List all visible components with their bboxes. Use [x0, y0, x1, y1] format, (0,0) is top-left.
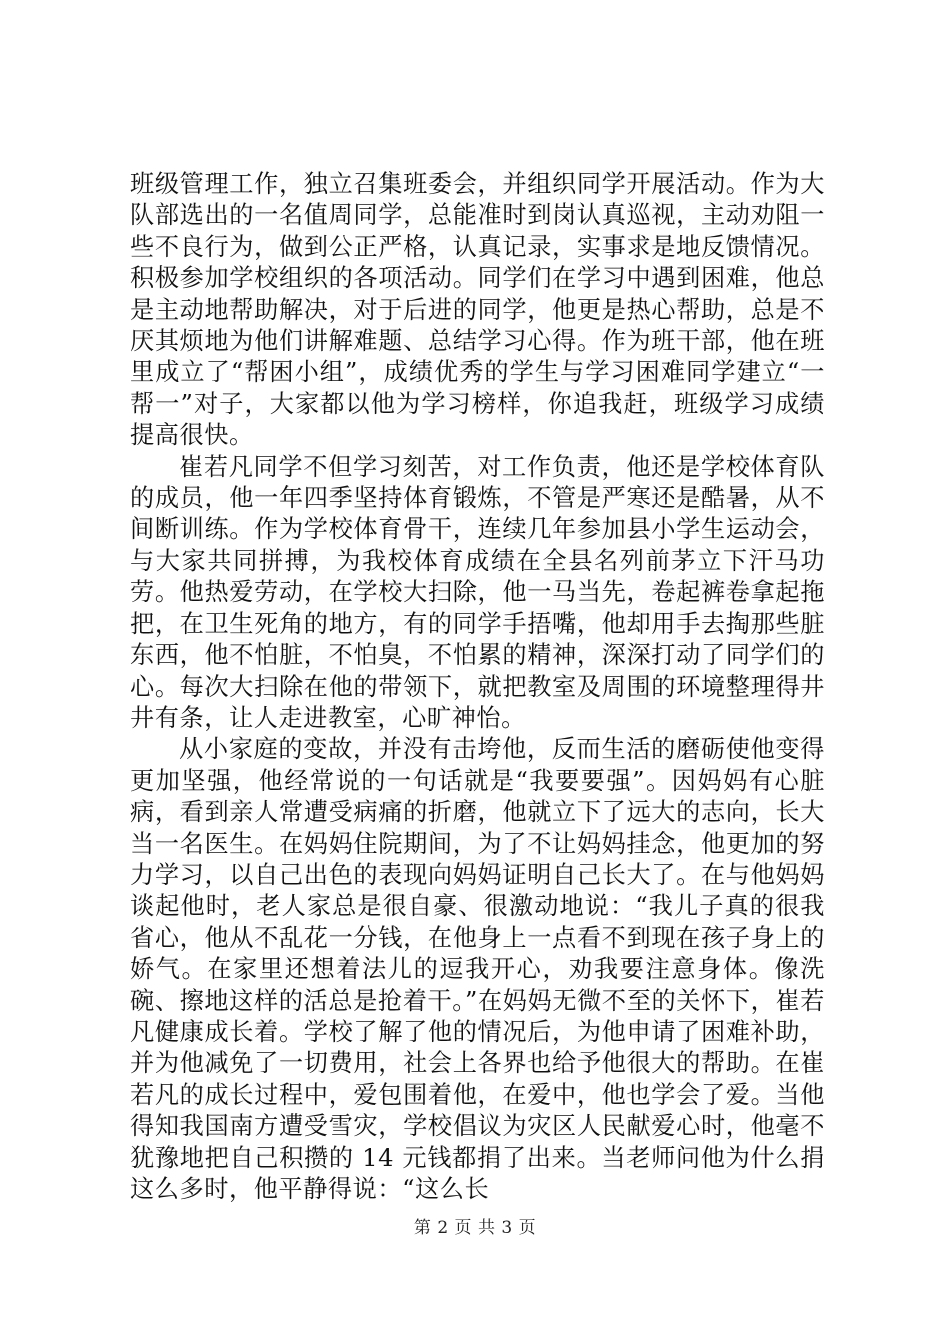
paragraph-1: 班级管理工作，独立召集班委会，并组织同学开展活动。作为大队部选出的一名值周同学，总能准时到岗认真巡视，主动劝阻一些不良行为，做到公正严格，认真记录，实事求是地反馈情况。积极参加学校组织的各项活动。同学们在学习中遇到困难，他总是主动地帮助解决，对于后进的同学，他更是热心帮助，总是不厌其烦地为他们讲解难题、总结学习心得。作为班干部，他在班里成立了“帮困小组”，成绩优秀的学生与学习困难同学建立“一帮一”对子，大家都以他为学习榜样，你追我赶，班级学习成绩提高很快。 [130, 170, 825, 450]
page-footer: 第 2 页 共 3 页 [413, 1218, 537, 1238]
paragraph-2: 崔若凡同学不但学习刻苦，对工作负责，他还是学校体育队的成员，他一年四季坚持体育锻炼，不管是严寒还是酷暑，从不间断训练。作为学校体育骨干，连续几年参加县小学生运动会，与大家共同拼搏，为我校体育成绩在全县名列前茅立下汗马功劳。他热爱劳动，在学校大扫除，他一马当先，卷起裤卷拿起拖把，在卫生死角的地方，有的同学手捂嘴，他却用手去掏那些脏东西，他不怕脏，不怕臭，不怕累的精神，深深打动了同学们的心。每次大扫除在他的带领下，就把教室及周围的环境整理得井井有条，让人走进教室，心旷神怡。 [130, 452, 825, 732]
document-body [130, 169, 825, 1205]
paragraph-3: 从小家庭的变故，并没有击垮他，反而生活的磨砺使他变得更加坚强，他经常说的一句话就是“我要要强”。因妈妈有心脏病，看到亲人常遭受病痛的折磨，他就立下了远大的志向，长大当一名医生。在妈妈住院期间，为了不让妈妈挂念，他更加的努力学习，以自己出色的表现向妈妈证明自己长大了。在与他妈妈谈起他时，老人家总是很自豪、很激动地说：“我儿子真的很我省心，他从不乱花一分钱，在他身上一点看不到现在孩子身上的娇气。在家里还想着法儿的逗我开心，劝我要注意身体。像洗碗、擦地这样的活总是抢着干。”在妈妈无微不至的关怀下，崔若凡健康成长着。学校了解了他的情况后，为他申请了困难补助，并为他减免了一切费用，社会上各界也给予他很大的帮助。在崔若凡的成长过程中，爱包围着他，在爱中，他也学会了爱。当他得知我国南方遭受雪灾，学校倡议为灾区人民献爱心时，他毫不犹豫地把自己积攒的 14 元钱都捐了出来。当老师问他为什么捐这么多时，他平静得说：“这么长 [130, 735, 825, 1203]
